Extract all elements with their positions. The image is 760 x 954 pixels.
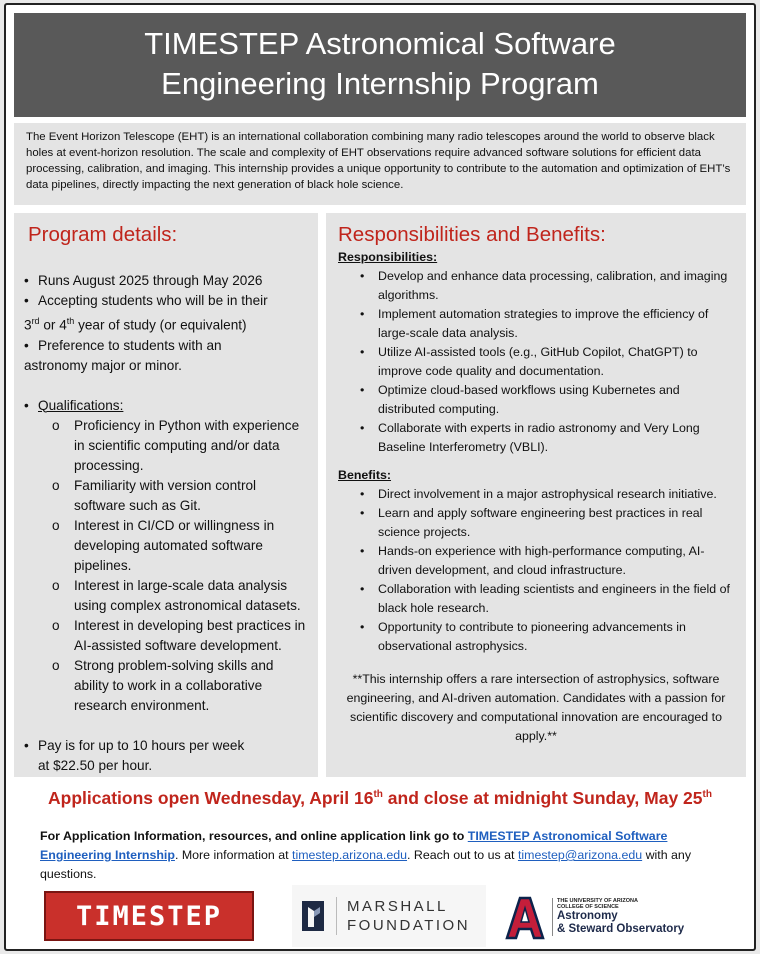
year-3: 3 [24,317,32,333]
list-item: o Interest in CI/CD or willingness in developing automated software pipelines. [38,516,308,576]
responsibilities-label: Responsibilities: [338,250,438,264]
timestep-logo-text: TIMESTEP [75,900,223,932]
marshall-foundation-logo [292,885,486,947]
ua-wordmark [552,898,684,936]
list-item: o Interest in large-scale data analysis using complex astronomical datasets. [38,576,308,616]
flyer-page [4,3,756,951]
list-item: • Implement automation strategies to improve the efficiency of large-scale data analysis. [360,305,734,343]
list-item: o Familiarity with version control software such as Git. [38,476,308,516]
list-item-continued [24,356,308,376]
info-tail: with any questions. [40,848,692,881]
title-banner [14,13,746,117]
program-details-panel [14,213,318,777]
qualifications-item [24,396,308,716]
list-item: • Collaboration with leading scientists and engineers in the field of black hole research. [360,580,734,618]
timestep-logo [44,891,254,941]
ua-astronomy-text: Astronomy [557,910,618,922]
list-item: • Optimize cloud-based workflows using Kubernetes and distributed computing. [360,381,734,419]
list-item [24,336,308,356]
list-item: o Strong problem-solving skills and ability to work in a collaborative research environment. [38,656,308,716]
apply-close-text: and close at midnight Sunday, May 25 [382,788,703,808]
program-details-heading: Program details: [28,223,178,246]
preference-text: Preference to students with an [38,337,222,353]
marshall-mark-icon [292,885,336,947]
pay-text-end: at $22.50 per hour. [38,757,153,773]
apply-open-text: Applications open Wednesday, April 16 [48,788,374,808]
application-info [26,827,734,884]
pay-text: Pay is for up to 10 hours per week [38,737,245,753]
arizona-a-icon [504,894,546,940]
info-lead: For Application Information, resources, and online application link go to [40,829,468,843]
list-item: • Hands-on experience with high-performance computing, AI-driven development, and cloud infrastructure. [360,542,734,580]
benefits-list [360,485,734,656]
marshall-word: MARSHALL [347,898,448,915]
intro-paragraph: The Event Horizon Telescope (EHT) is an international collaboration combining many radio telescopes around the world to observe black holes at event-horizon resolution. The scale and complexity of EHT observations require advanced software solutions for efficient data processing, calibration, and imaging. This internship provides a unique opportunity to contribute to the automation and optimization of EHT’s data pipelines, directly impacting the next generation of black hole science. [14,123,746,205]
program-details-list [24,271,308,776]
internship-note: **This internship offers a rare intersection of astrophysics, software engineering, and AI-driven automation. Candidates with a passion for scientific discovery and computational innovation are encouraged to apply.** [346,672,726,743]
applications-dates [14,787,746,809]
list-item: • Learn and apply software engineering best practices in real science projects. [360,504,734,542]
superscript: th [373,789,383,801]
ua-steward-text: & Steward Observatory [557,923,685,935]
accepting-text: Accepting students who will be in their [38,293,268,308]
list-item: o Interest in developing best practices in AI-assisted software development. [38,616,308,656]
list-item-continued [24,311,308,336]
email-link[interactable]: timestep@arizona.edu [517,848,643,862]
title-line-1: TIMESTEP Astronomical Software [144,26,616,61]
list-item [24,736,308,756]
year-4: or 4 [39,317,67,333]
responsibilities-heading: Responsibilities and Benefits: [338,223,606,246]
qualifications-label: Qualifications: [38,397,124,413]
university-of-arizona-logo [504,891,724,943]
marshall-wordmark [336,897,470,935]
list-item [24,291,308,311]
list-item: • Opportunity to contribute to pioneering advancements in observational astrophysics. [360,618,734,656]
responsibilities-panel [326,213,746,777]
list-item: o Proficiency in Python with experience in scientific computing and/or data processing. [38,416,308,476]
benefits-label: Benefits: [338,468,392,482]
superscript: th [702,789,712,801]
ua-college-text: COLLEGE OF SCIENCE [557,904,619,910]
superscript: rd [31,316,40,326]
info-reach: . Reach out to us at [407,848,518,862]
qualifications-list [38,416,308,716]
accepting-text-end: year of study (or equivalent) [74,317,247,333]
info-more: . More information at [174,848,293,862]
application-link[interactable]: TIMESTEP Astronomical Software Engineering Internship [40,829,668,862]
list-item: • Utilize AI-assisted tools (e.g., GitHub Copilot, ChatGPT) to improve code quality and documentation. [360,343,734,381]
list-item: • Direct involvement in a major astrophysical research initiative. [360,485,734,504]
list-item [24,271,308,291]
superscript: th [66,316,75,326]
foundation-word: FOUNDATION [347,917,471,934]
ua-university-text: THE UNIVERSITY OF ARIZONA [557,898,638,904]
title-line-2: Engineering Internship Program [161,66,599,101]
responsibilities-list [360,267,734,457]
preference-text-end: astronomy major or minor. [24,357,182,373]
list-item: • Collaborate with experts in radio astronomy and Very Long Baseline Interferometry (VBLI). [360,419,734,457]
list-item: • Develop and enhance data processing, calibration, and imaging algorithms. [360,267,734,305]
list-item-continued [24,756,308,776]
website-link[interactable]: timestep.arizona.edu [292,848,408,862]
runs-text: Runs August 2025 through May 2026 [38,273,263,288]
